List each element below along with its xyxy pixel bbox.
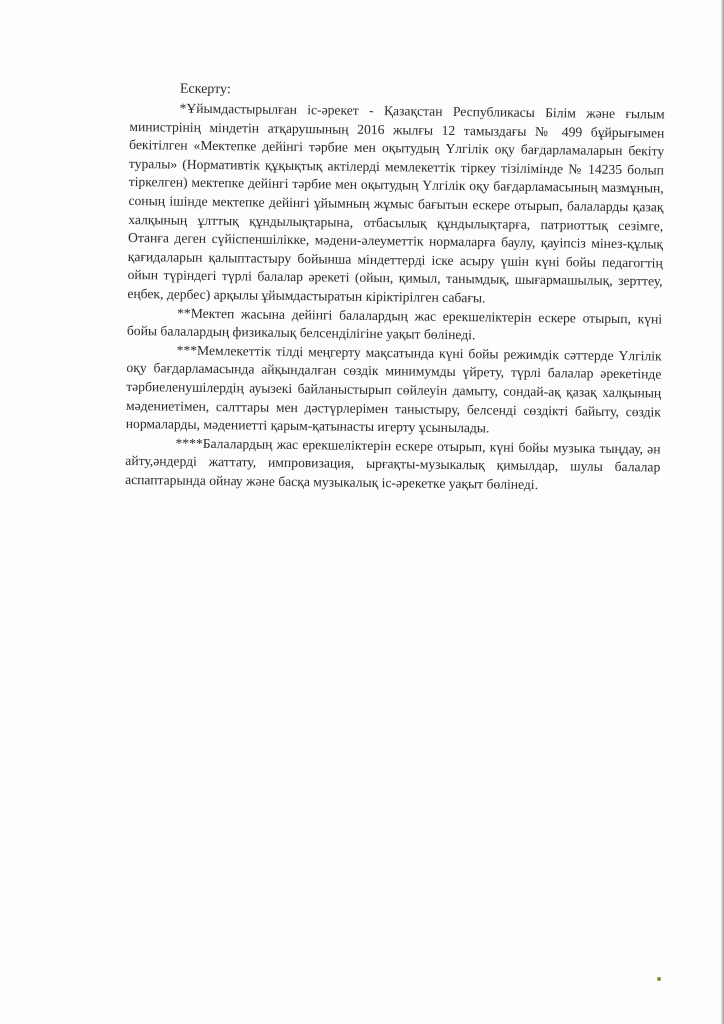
note-paragraph-4: ****Балалардың жас ерекшеліктерін ескере отырып, күні бойы музыка тыңдау, ән айту,әндерді жаттату, импровизация, ырғақты-музыкалық қимылдар, шулы балалар аспаптарында ойнау және басқа музыкалық іс-әрекетке уақыт бөлінеді. xyxy=(125,435,661,492)
scan-speck xyxy=(657,977,661,981)
note-paragraph-1: *Ұйымдастырылған іс-әрекет - Қазақстан Республикасы Білім және ғылым министрінің міндетін атқарушының 2016 жылғы 12 тамыздағы № 499 бұйрығымен бекітілген «Мектепке дейінгі тәрбие мен оқытудың Үлгілік оқу бағдарламаларын бекіту туралы» (Нормативтік құқықтық актілерді мемлекеттік тіркеу тізілімінде № 14235 болып тіркелген) мектепке дейінгі тәрбие мен оқытудың Үлгілік оқу бағдарламасының мазмұнын, соның ішінде мектепке дейінгі ұйымның жұмыс бағытын ескере отырып, балаларды қазақ халқының ұлттық құндылықтарына, отбасылық құндылықтарға, патриоттық сезімге, Отанға деген сүйіспеншілікке, мәдени-әлеуметтік нормаларға баулу, қауіпсіз мінез-құлық қағидаларын қалыптастыру бойынша міндеттерді іске асыру үшін күні бойы педагогтің ойын түріндегі түрлі балалар әрекеті (ойын, қимыл, танымдық, шығармашылық, зерттеу, еңбек, дербес) арқылы ұйымдастыратын кіріктірілген сабағы. xyxy=(127,100,665,306)
note-paragraph-3: ***Мемлекеттік тілді меңгерту мақсатында күні бойы режимдік сәттерде Үлгілік оқу бағдарламасында айқындалған сөздік минимумды үйрету, түрлі балалар әрекетінде тәрбиеленушілердің ауызекі байланыстырып сөйлеуін дамыту, сондай-ақ қазақ халқының мәдениетімен, салттары мен дәстүрлерімен таныстыру, белсенді сөздікті байыту, сөздік нормаларды, мәдениетті қарым-қатынасты игерту ұсынылады. xyxy=(125,342,662,436)
note-block xyxy=(125,80,665,496)
note-paragraph-2: **Мектеп жасына дейінгі балалардың жас ерекшеліктерін ескере отырып, күні бойы балалардың физикалық белсенділігіне уақыт бөлінеді. xyxy=(126,305,663,343)
note-heading: Ескерту: xyxy=(179,81,231,98)
